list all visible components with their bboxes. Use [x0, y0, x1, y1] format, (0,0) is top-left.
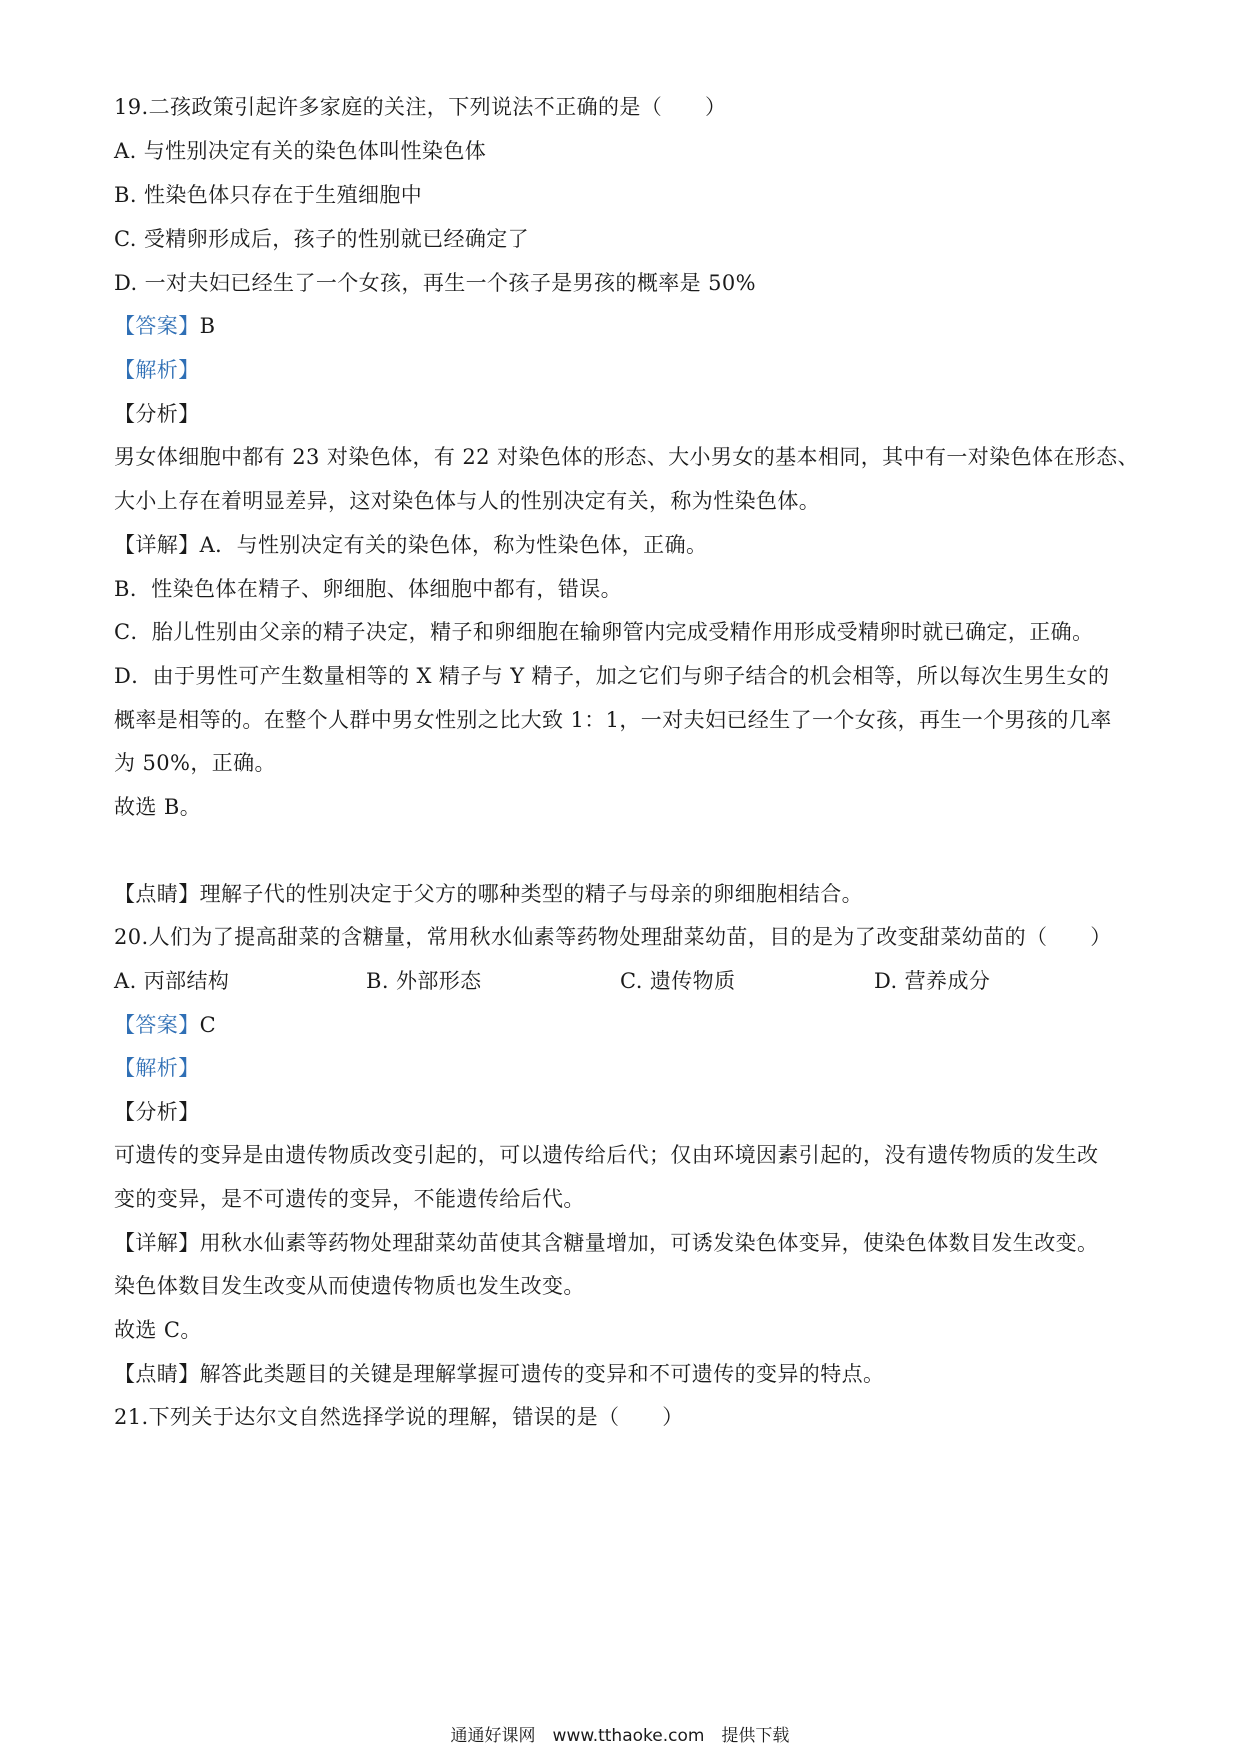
q19-analysis-label: 【解析】 [114, 358, 200, 382]
q19-stem: 19.二孩政策引起许多家庭的关注，下列说法不正确的是（ ） [114, 95, 727, 119]
q20-option-d: D. 营养成分 [874, 969, 991, 993]
q19-detail-line-2: B．性染色体在精子、卵细胞、体细胞中都有，错误。 [114, 577, 623, 601]
q19-option-d: D. 一对夫妇已经生了一个女孩，再生一个孩子是男孩的概率是 50% [114, 271, 756, 295]
q19-fenxi-line-2: 大小上存在着明显差异，这对染色体与人的性别决定有关，称为性染色体。 [114, 489, 821, 513]
q19-answer [114, 311, 215, 341]
q19-option-b: B. 性染色体只存在于生殖细胞中 [114, 183, 423, 207]
q20-dianjing: 【点睛】解答此类题目的关键是理解掌握可遗传的变异和不可遗传的变异的特点。 [114, 1362, 885, 1386]
q20-answer-label: 【答案】 [114, 1013, 200, 1037]
q20-stem: 20.人们为了提高甜菜的含糖量，常用秋水仙素等药物处理甜菜幼苗，目的是为了改变甜菜幼苗的（ ） [114, 925, 1112, 949]
q19-option-a: A. 与性别决定有关的染色体叫性染色体 [114, 139, 487, 163]
q20-answer-value: C [199, 1013, 217, 1037]
q20-fenxi-line-2: 变的变异，是不可遗传的变异，不能遗传给后代。 [114, 1187, 585, 1211]
q20-analysis-label: 【解析】 [114, 1056, 200, 1080]
q20-option-b: B. 外部形态 [366, 969, 482, 993]
q20-option-c: C. 遗传物质 [620, 969, 736, 993]
q19-fenxi-label: 【分析】 [114, 402, 200, 426]
q19-detail-line-3: C．胎儿性别由父亲的精子决定，精子和卵细胞在输卵管内完成受精作用形成受精卵时就已确定，正确。 [114, 620, 1094, 644]
q20-detail-line-1: 【详解】用秋水仙素等药物处理甜菜幼苗使其含糖量增加，可诱发染色体变异，使染色体数目发生改变。 [114, 1231, 1099, 1255]
q19-fenxi-line-1: 男女体细胞中都有 23 对染色体，有 22 对染色体的形态、大小男女的基本相同，其中有一对染色体在形态、 [114, 445, 1139, 469]
q20-option-a: A. 丙部结构 [114, 969, 230, 993]
q19-answer-value: B [199, 314, 216, 338]
q21-stem: 21.下列关于达尔文自然选择学说的理解，错误的是（ ） [114, 1405, 684, 1429]
q19-dianjing: 【点睛】理解子代的性别决定于父方的哪种类型的精子与母亲的卵细胞相结合。 [114, 882, 863, 906]
q20-answer [114, 1010, 216, 1040]
q19-answer-label: 【答案】 [114, 314, 200, 338]
q20-conclusion: 故选 C。 [114, 1318, 202, 1342]
q19-detail-line-4: D．由于男性可产生数量相等的 X 精子与 Y 精子，加之它们与卵子结合的机会相等，所以每次生男生女的 [114, 664, 1110, 688]
q20-fenxi-label: 【分析】 [114, 1100, 200, 1124]
q20-fenxi-line-1: 可遗传的变异是由遗传物质改变引起的，可以遗传给后代；仅由环境因素引起的，没有遗传物质的发生改 [114, 1143, 1099, 1167]
page-footer: 通通好课网 www.tthaoke.com 提供下载 [450, 1726, 790, 1746]
q19-conclusion: 故选 B。 [114, 795, 202, 819]
q19-detail-line-1: 【详解】A．与性别决定有关的染色体，称为性染色体，正确。 [114, 533, 708, 557]
q19-detail-line-5: 概率是相等的。在整个人群中男女性别之比大致 1：1，一对夫妇已经生了一个女孩，再生一个男孩的几率 [114, 708, 1112, 732]
q20-detail-line-2: 染色体数目发生改变从而使遗传物质也发生改变。 [114, 1274, 585, 1298]
q19-detail-line-6: 为 50%，正确。 [114, 751, 276, 775]
q19-option-c: C. 受精卵形成后，孩子的性别就已经确定了 [114, 227, 530, 251]
